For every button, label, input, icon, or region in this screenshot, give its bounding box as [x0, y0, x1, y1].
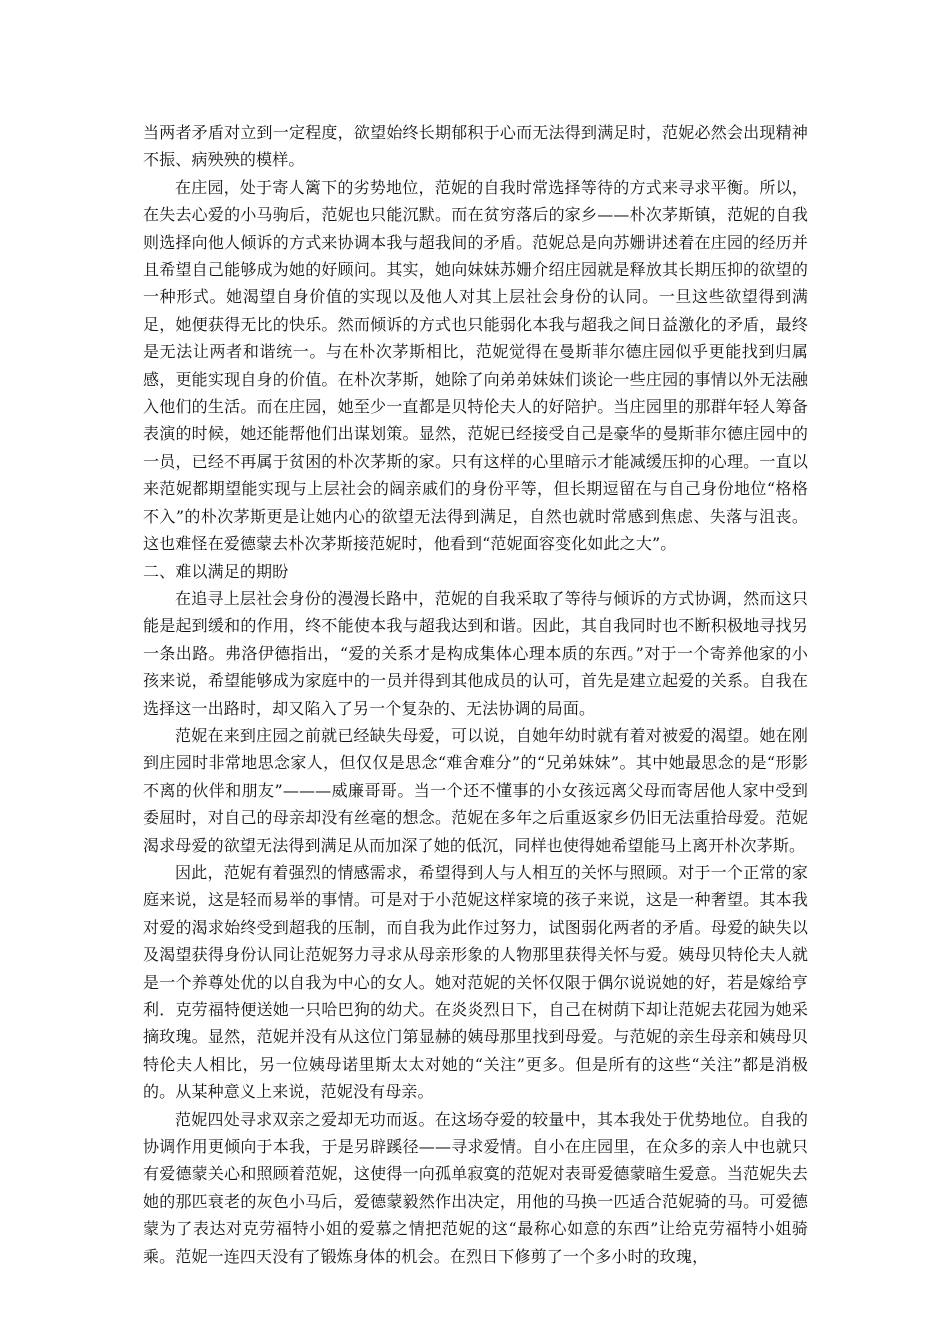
paragraph-3: 在追寻上层社会身份的漫漫长路中，范妮的自我采取了等待与倾诉的方式协调，然而这只能是起到缓和的作用，终不能使本我与超我达到和谐。因此，其自我同时也不断积极地寻找另一条出路。弗洛伊德指出，“爱的关系才是构成集体心理本质的东西。”对于一个寄养他家的小孩来说，希望能够成为家庭中的一员并得到其他成员的认可，首先是建立起爱的关系。自我在选择这一出路时，却又陷入了另一个复杂的、无法协调的局面。 [143, 588, 808, 718]
paragraph-4: 范妮在来到庄园之前就已经缺失母爱，可以说，自她年幼时就有着对被爱的渴望。她在刚到庄园时非常地思念家人，但仅仅是思念“难舍难分”的“兄弟妹妹”。其中她最思念的是“形影不离的伙伴和朋友”———威廉哥哥。当一个还不懂事的小女孩远离父母而寄居他人家中受到委屈时，对自己的母亲却没有丝毫的想念。范妮在多年之后重返家乡仍旧无法重拾母爱。范妮渴求母爱的欲望无法得到满足从而加深了她的低沉，同样也使得她希望能马上离开朴次茅斯。 [143, 725, 808, 855]
document-page [143, 119, 808, 1270]
paragraph-5: 因此，范妮有着强烈的情感需求，希望得到人与人相互的关怀与照顾。对于一个正常的家庭来说，这是轻而易举的事情。可是对于小范妮这样家境的孩子来说，这是一种奢望。其本我对爱的渴求始终受到超我的压制，而自我为此作过努力，试图弱化两者的矛盾。母爱的缺失以及渴望获得身份认同让范妮努力寻求从母亲形象的人物那里获得关怀与爱。姨母贝特伦夫人就是一个养尊处优的以自我为中心的女人。她对范妮的关怀仅限于偶尔说说她的好，若是嫁给亨利．克劳福特便送她一只哈巴狗的幼犬。在炎炎烈日下，自己在树荫下却让范妮去花园为她采摘玫瑰。显然，范妮并没有从这位门第显赫的姨母那里找到母爱。与范妮的亲生母亲和姨母贝特伦夫人相比，另一位姨母诺里斯太太对她的“关注”更多。但是所有的这些“关注”都是消极的。从某种意义上来说，范妮没有母亲。 [143, 862, 808, 1102]
paragraph-6: 范妮四处寻求双亲之爱却无功而返。在这场夺爱的较量中，其本我处于优势地位。自我的协调作用更倾向于本我，于是另辟蹊径——寻求爱情。自小在庄园里，在众多的亲人中也就只有爱德蒙关心和照顾着范妮，这使得一向孤单寂寞的范妮对表哥爱德蒙暗生爱意。当范妮失去她的那匹衰老的灰色小马后，爱德蒙毅然作出决定，用他的马换一匹适合范妮骑的马。可爱德蒙为了表达对克劳福特小姐的爱慕之情把范妮的这“最称心如意的东西”让给克劳福特小姐骑乘。范妮一连四天没有了锻炼身体的机会。在烈日下修剪了一个多小时的玫瑰， [143, 1109, 808, 1266]
section-heading: 二、难以满足的期盼 [143, 561, 289, 581]
paragraph-1: 当两者矛盾对立到一定程度，欲望始终长期郁积于心而无法得到满足时，范妮必然会出现精神不振、病殃殃的模样。 [143, 123, 808, 170]
paragraph-2: 在庄园，处于寄人篱下的劣势地位，范妮的自我时常选择等待的方式来寻求平衡。所以，在失去心爱的小马驹后，范妮也只能沉默。而在贫穷落后的家乡——朴次茅斯镇，范妮的自我则选择向他人倾诉的方式来协调本我与超我间的矛盾。范妮总是向苏姗讲述着在庄园的经历并且希望自己能够成为她的好顾问。其实，她向妹妹苏姗介绍庄园就是释放其长期压抑的欲望的一种形式。她渴望自身价值的实现以及他人对其上层社会身份的认同。一旦这些欲望得到满足，她便获得无比的快乐。然而倾诉的方式也只能弱化本我与超我之间日益激化的矛盾，最终是无法让两者和谐统一。与在朴次茅斯相比，范妮觉得在曼斯菲尔德庄园似乎更能找到归属感，更能实现自身的价值。在朴次茅斯，她除了向弟弟妹妹们谈论一些庄园的事情以外无法融入他们的生活。而在庄园，她至少一直都是贝特伦夫人的好陪护。当庄园里的那群年轻人筹备表演的时候，她还能帮他们出谋划策。显然，范妮已经接受自己是豪华的曼斯菲尔德庄园中的一员，已经不再属于贫困的朴次茅斯的家。只有这样的心里暗示才能减缓压抑的心理。一直以来范妮都期望能实现与上层社会的阔亲戚们的身份平等，但长期逗留在与自己身份地位“格格不入”的朴次茅斯更是让她内心的欲望无法得到满足，自然也就时常感到焦虑、失落与沮丧。这也难怪在爱德蒙去朴次茅斯接范妮时，他看到“范妮面容变化如此之大”。 [143, 177, 808, 554]
